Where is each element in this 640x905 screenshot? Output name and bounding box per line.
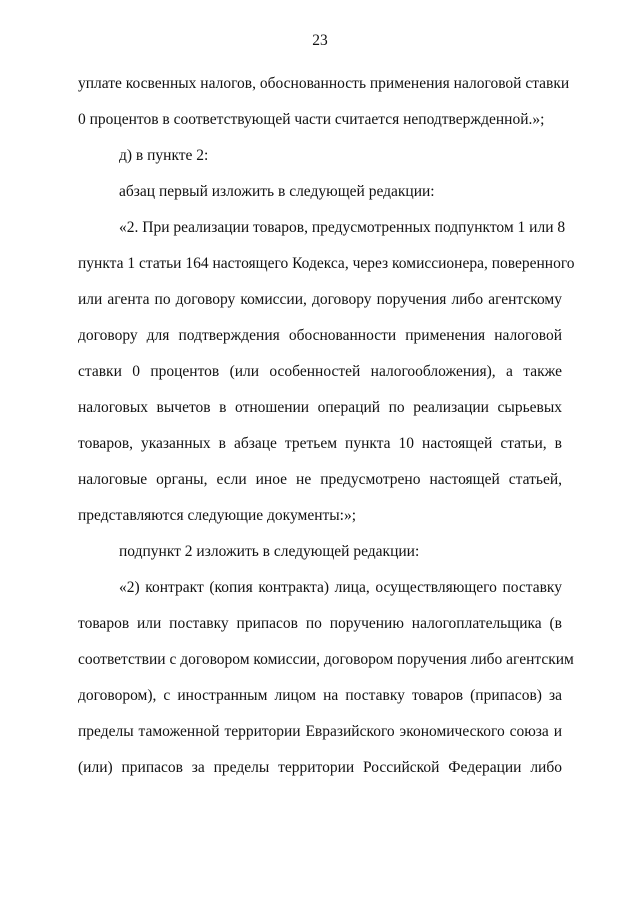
text-line: договором), с иностранным лицом на поставку товаров (припасов) за (78, 687, 562, 704)
text-line: ставки 0 процентов (или особенностей налогообложения), а также (78, 363, 562, 380)
text-line: абзац первый изложить в следующей редакции: (119, 183, 435, 200)
text-line: налоговых вычетов в отношении операций по реализации сырьевых (78, 399, 562, 416)
text-line: 0 процентов в соответствующей части считается неподтвержденной.»; (78, 111, 545, 128)
text-line: «2. При реализации товаров, предусмотренных подпунктом 1 или 8 (119, 219, 566, 236)
text-line: налоговые органы, если иное не предусмотрено настоящей статьей, (78, 471, 562, 488)
text-line: д) в пункте 2: (119, 147, 209, 164)
text-line: соответствии с договором комиссии, договором поручения либо агентским (78, 651, 574, 668)
text-line: «2) контракт (копия контракта) лица, осуществляющего поставку (119, 579, 562, 596)
text-line: товаров, указанных в абзаце третьем пункта 10 настоящей статьи, в (78, 435, 562, 452)
text-line: пределы таможенной территории Евразийского экономического союза и (78, 723, 562, 740)
text-line: договору для подтверждения обоснованности применения налоговой (78, 327, 562, 344)
text-line: представляются следующие документы:»; (78, 507, 357, 524)
text-line: товаров или поставку припасов по поручению налогоплательщика (в (78, 615, 562, 632)
page-number: 23 (312, 32, 328, 49)
text-line: уплате косвенных налогов, обоснованность применения налоговой ставки (78, 75, 570, 92)
text-line: (или) припасов за пределы территории Российской Федерации либо (78, 759, 562, 776)
text-line: пункта 1 статьи 164 настоящего Кодекса, через комиссионера, поверенного (78, 255, 575, 272)
text-line: или агента по договору комиссии, договору поручения либо агентскому (78, 291, 562, 308)
text-line: подпункт 2 изложить в следующей редакции: (119, 543, 420, 560)
